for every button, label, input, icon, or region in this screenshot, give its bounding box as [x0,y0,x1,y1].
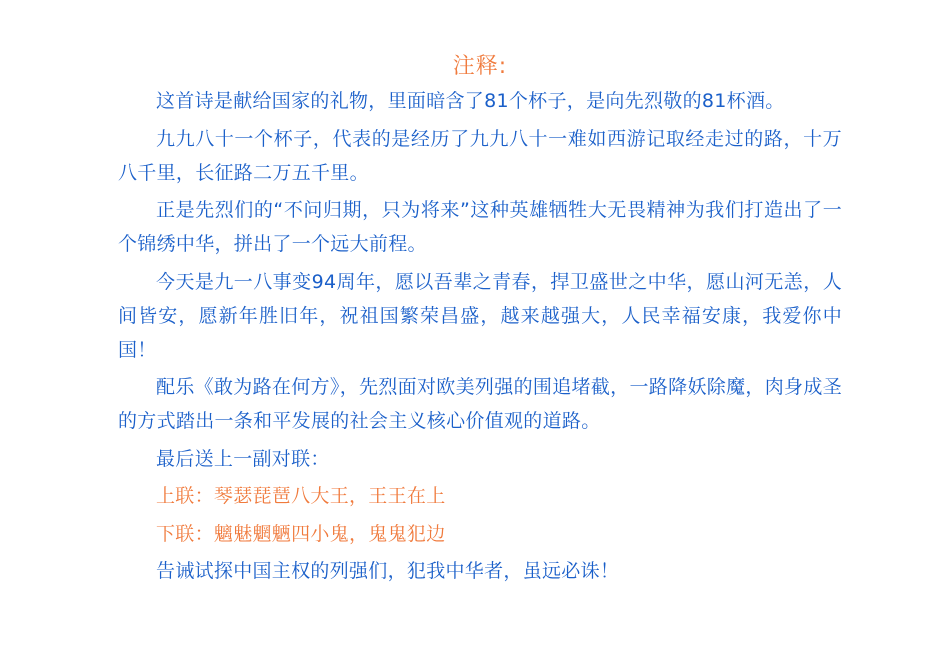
paragraph-music: 配乐《敢为路在何方》，先烈面对欧美列强的围追堵截，一路降妖除魔，肉身成圣的方式踏出一条和平发展的社会主义核心价值观的道路。 [118,376,842,432]
paragraph-martyrs: 正是先烈们的“不问归期，只为将来”这种英雄牺牲大无畏精神为我们打造出了一个锦绣中华，拼出了一个远大前程。 [118,199,842,255]
couplet-upper: 上联：琴瑟琵琶八大王，王王在上 [156,485,446,507]
couplet-lower: 下联：魑魅魍魉四小鬼，鬼鬼犯边 [156,522,446,545]
annotation-article [118,50,842,592]
annotation-heading: 注释: [452,54,508,79]
paragraph-gift: 这首诗是献给国家的礼物，里面暗含了81个杯子，是向先烈敬的81杯酒。 [156,90,785,112]
paragraph-anniversary: 今天是九一八事变94周年，愿以吾辈之青春，捍卫盛世之中华，愿山河无恙，人间皆安，愿新年胜旧年，祝祖国繁荣昌盛，越来越强大，人民幸福安康，我爱你中国！ [118,270,842,361]
paragraph-81-cups: 九九八十一个杯子，代表的是经历了九九八十一难如西游记取经走过的路，十万八千里，长征路二万五千里。 [118,127,842,184]
paragraph-couplet-intro: 最后送上一副对联： [156,447,330,470]
paragraph-closing: 告诫试探中国主权的列强们，犯我中华者，虽远必诛！ [156,560,620,582]
